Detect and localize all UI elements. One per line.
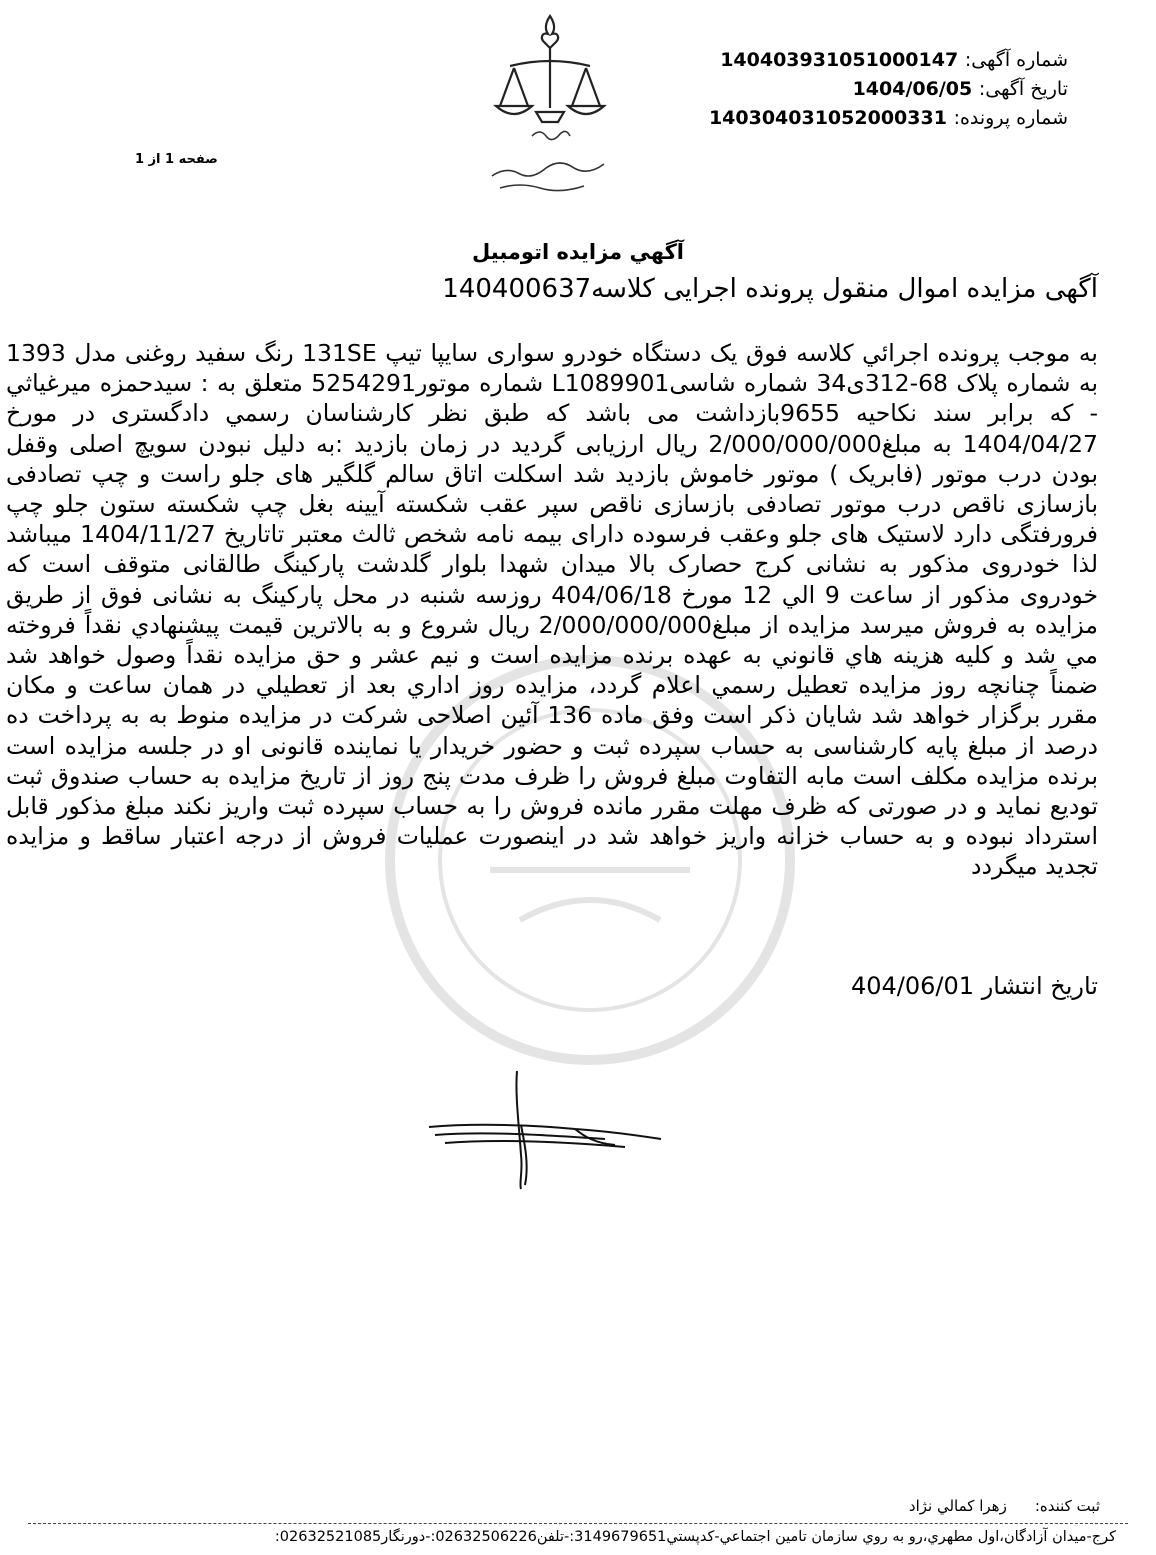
publish-date-line <box>851 972 1098 1000</box>
footer-address: كرج-ميدان آزادگان،اول مطهري،رو به روي سازمان تامين اجتماعي-كدپستي3149679651:-تلفن02632506226:-دورنگار02632521085: <box>274 1529 1116 1545</box>
case-number: 14030403105200033 <box>708 107 934 129</box>
footer-divider <box>28 1523 1128 1524</box>
notice-number: 14040393105100014 <box>720 49 945 71</box>
registrar-line <box>909 1497 1100 1515</box>
judiciary-logo <box>470 8 630 198</box>
case-number-label: شماره پرونده: <box>953 107 1068 129</box>
notice-date-line <box>853 76 1068 102</box>
notice-number-suffix: 7 <box>944 49 959 71</box>
case-number-line <box>709 105 1068 131</box>
registrar-label: ثبت كننده: <box>1034 1497 1100 1515</box>
notice-number-line <box>720 47 1068 73</box>
body-paragraph: به موجب پرونده اجرائي كلاسه فوق یک دستگاه خودرو سواری سایپا تیپ 131SE رنگ سفید روغنی مدل 1393 به شماره پلاک 68-312ی34 شماره شاسیL1089901 شماره موتور5254291 متعلق به : سيدحمزه ميرغياثي - که برابر سند نکاحیه 9655بازداشت می باشد که طبق نظر كارشناسان رسمي دادگستری در مورخ 1404/04/27 به مبلغ2/000/000/000 ریال ارزیابی گردید در زمان بازدید :به دلیل نبودن سویچ اصلی وقفل بودن درب موتور (فابریک ) موتور خاموش بازدید شد اسکلت اتاق سالم گلگیر های جلو راست و چپ تصادفی بازسازی ناقص درب موتور تصادفی بازسازی ناقص سپر عقب شکسته آیینه بغل چپ شکسته ستون جلو چپ فرورفتگی دارد لاستیک های جلو وعقب فرسوده دارای بیمه نامه شخص ثالث معتبر تاتاریخ 1404/11/27 میباشد لذا خودروی مذکور به نشانی کرج حصارک بالا میدان شهدا بلوار گلدشت پارکینگ طالقانی متوقف است که خودروی مذکور از ساعت 9 الي 12 مورخ 404/06/18 روزسه شنبه در محل پارکینگ به نشانی فوق از طریق مزایده به فروش میرسد مزایده از مبلغ2/000/000/000 ريال شروع و به بالاترين قيمت پيشنهادي نقداً فروخته مي شد و كليه هزينه هاي قانوني به عهده برنده مزايده است و نيم عشر و حق مزايده نقداً وصول خواهد شد ضمناً چنانچه روز مزايده تعطيل رسمي اعلام گردد، مزايده روز اداري بعد از تعطيلي در همان ساعت و مكان مقرر برگزار خواهد شد شایان ذکر است وفق ماده 136 آئین اصلاحی شرکت در مزایده منوط به به پرداخت ده درصد از مبلغ پایه کارشناسی به حساب سپرده ثبت و حضور خریدار یا نماینده قانونی او در جلسه مزایده است برنده مزایده مکلف است مابه التفاوت مبلغ فروش را ظرف مدت پنج روز از تاریخ مزایده به حساب صندوق ثبت تودیع نماید و در صورتی که ظرف مهلت مقرر مانده فروش را به حساب سپرده ثبت واریز نکند مبلغ مذکور قابل استرداد نبوده و به حساب خزانه واریز خواهد شد در اینصورت عملیات فروش از درجه اعتبار ساقط و مزایده تجدید میگردد <box>6 339 1099 881</box>
notice-number-label: شماره آگهی: <box>964 49 1068 71</box>
notice-date: 1404/06/05 <box>852 78 973 100</box>
registrar-name: زهرا كمالي نژاد <box>908 1497 1007 1515</box>
case-number-suffix: 1 <box>933 107 947 129</box>
handwritten-signature <box>425 1065 665 1195</box>
page-number: صفحه 1 از 1 <box>135 152 218 167</box>
notice-date-label: تاریخ آگهی: <box>978 78 1068 100</box>
notice-title: آگهي مزايده اتومبيل <box>472 240 684 264</box>
publish-date: 404/06/01 <box>851 972 975 1000</box>
notice-subtitle: آگهی مزایده اموال منقول پرونده اجرایی کلاسه140400637 <box>442 274 1098 304</box>
notice-body <box>6 338 1098 882</box>
publish-date-label: تاریخ انتشار <box>981 972 1098 1000</box>
